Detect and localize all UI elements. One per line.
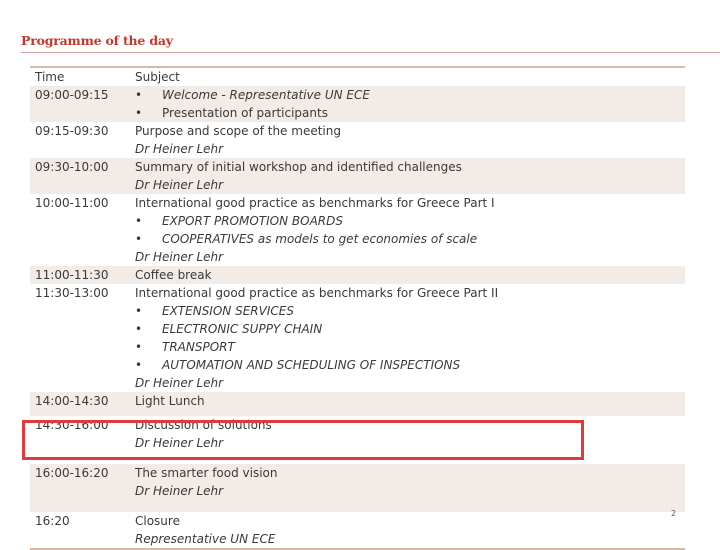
speaker-name: Dr Heiner Lehr [135, 178, 224, 192]
bullet-text: AUTOMATION AND SCHEDULING OF INSPECTIONS [162, 358, 461, 372]
time-cell: 14:00-14:30 [30, 392, 130, 416]
session-title: International good practice as benchmarks for Greece Part I [135, 196, 495, 210]
speaker-name: Dr Heiner Lehr [135, 142, 224, 156]
page-number: 2 [671, 509, 677, 518]
highlight-box [22, 420, 584, 460]
bullet-icon: • [135, 358, 143, 372]
bullet-icon: • [135, 214, 143, 228]
bullet-item [135, 212, 685, 230]
time-cell: 14:30-16:00 [35, 418, 109, 432]
subject-cell [130, 284, 685, 392]
header-subject: Subject [135, 70, 180, 84]
table-row [30, 266, 685, 284]
table-row [30, 464, 685, 512]
session-title: Discussion of solutions [135, 418, 272, 432]
session-title: Light Lunch [135, 394, 205, 408]
programme-table [30, 66, 685, 550]
table-row [30, 284, 685, 392]
bullet-item [135, 302, 685, 320]
table-row [30, 86, 685, 122]
speaker-name: Dr Heiner Lehr [135, 484, 224, 498]
time-cell: 16:00-16:20 [30, 464, 130, 512]
subject-cell [130, 392, 685, 416]
subject-cell [130, 464, 685, 512]
bullet-text: COOPERATIVES as models to get economies of scale [162, 232, 478, 246]
bullet-item [135, 104, 685, 122]
session-title: Purpose and scope of the meeting [135, 124, 341, 138]
speaker-name: Dr Heiner Lehr [135, 436, 224, 450]
bullet-item [135, 338, 685, 356]
table-header-row [30, 67, 685, 86]
bullet-item [135, 356, 685, 374]
bullet-icon: • [135, 340, 143, 354]
subject-cell [130, 122, 685, 158]
session-title: Summary of initial workshop and identified challenges [135, 160, 462, 174]
bullet-text: EXPORT PROMOTION BOARDS [162, 214, 343, 228]
bullet-icon: • [135, 304, 143, 318]
bullet-item [135, 320, 685, 338]
subject-cell [130, 512, 685, 549]
time-cell: 09:15-09:30 [35, 124, 109, 138]
session-title: International good practice as benchmarks for Greece Part II [135, 286, 499, 300]
header-time: Time [35, 70, 65, 84]
title-divider [21, 52, 720, 53]
time-cell: 09:30-10:00 [30, 158, 130, 194]
bullet-item [135, 230, 685, 248]
session-title: Coffee break [135, 268, 212, 282]
subject-cell [130, 86, 685, 122]
bullet-item [135, 86, 685, 104]
time-cell: 09:00-09:15 [30, 86, 130, 122]
subject-cell [130, 266, 685, 284]
session-title: Closure [135, 514, 180, 528]
time-cell: 11:30-13:00 [35, 286, 109, 300]
speaker-name: Dr Heiner Lehr [135, 250, 224, 264]
speaker-name: Dr Heiner Lehr [135, 376, 224, 390]
bullet-text: Presentation of participants [162, 106, 328, 120]
table-row [30, 392, 685, 416]
table-row [30, 194, 685, 266]
page-title: Programme of the day [21, 33, 173, 48]
table-row [30, 158, 685, 194]
bullet-text: Welcome - Representative UN ECE [162, 88, 370, 102]
session-title: The smarter food vision [135, 466, 278, 480]
bullet-text: ELECTRONIC SUPPY CHAIN [162, 322, 323, 336]
bullet-icon: • [135, 88, 143, 102]
table-row [30, 512, 685, 549]
time-cell: 16:20 [35, 514, 70, 528]
bullet-icon: • [135, 322, 143, 336]
bullet-text: TRANSPORT [162, 340, 235, 354]
subject-cell [130, 158, 685, 194]
bullet-text: EXTENSION SERVICES [162, 304, 294, 318]
time-cell: 11:00-11:30 [30, 266, 130, 284]
time-cell: 10:00-11:00 [35, 196, 109, 210]
bullet-icon: • [135, 232, 143, 246]
speaker-name: Representative UN ECE [135, 532, 276, 546]
subject-cell [130, 194, 685, 266]
bullet-icon: • [135, 106, 143, 120]
table-row [30, 122, 685, 158]
